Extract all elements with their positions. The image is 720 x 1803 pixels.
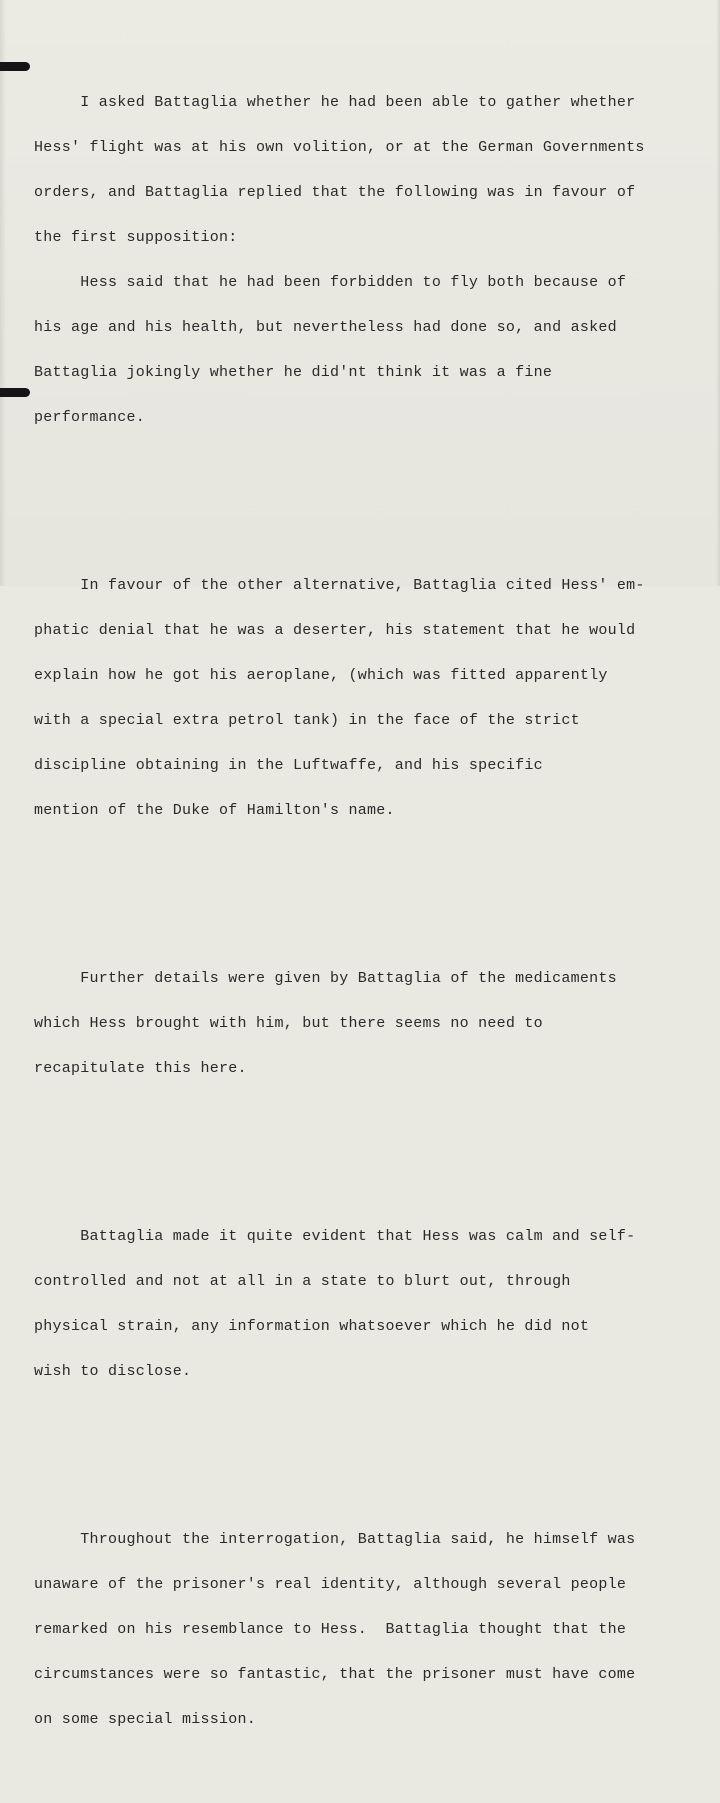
text-line: the first supposition:: [34, 229, 238, 246]
text-line: Throughout the interrogation, Battaglia said, he himself was: [34, 1531, 636, 1548]
paragraph-gap: [34, 485, 718, 503]
binder-hole-bottom: [0, 388, 30, 397]
text-line: remarked on his resemblance to Hess. Battaglia thought that the: [34, 1621, 627, 1638]
paragraph-gap: [34, 1439, 718, 1457]
text-line: Hess' flight was at his own volition, or at the German Governments: [34, 139, 645, 156]
paragraph-interrogation: [34, 1502, 718, 1757]
text-line: I asked Battaglia whether he had been able to gather whether: [34, 94, 636, 111]
text-line: with a special extra petrol tank) in the face of the strict: [34, 712, 580, 729]
text-line: circumstances were so fantastic, that the prisoner must have come: [34, 1666, 636, 1683]
text-line: which Hess brought with him, but there seems no need to: [34, 1015, 543, 1032]
paragraph-medicaments: [34, 941, 718, 1106]
paragraph-gap: [34, 878, 718, 896]
text-line: In favour of the other alternative, Battaglia cited Hess' em-: [34, 577, 645, 594]
text-line: mention of the Duke of Hamilton's name.: [34, 802, 395, 819]
text-line: wish to disclose.: [34, 1363, 192, 1380]
text-line: recapitulate this here.: [34, 1060, 247, 1077]
text-line: discipline obtaining in the Luftwaffe, and his specific: [34, 757, 543, 774]
binder-hole-top: [0, 62, 30, 71]
paragraph-calm-controlled: [34, 1199, 718, 1409]
text-line: Battaglia made it quite evident that Hess was calm and self-: [34, 1228, 636, 1245]
text-line: his age and his health, but nevertheless had done so, and asked: [34, 319, 617, 336]
text-line: unaware of the prisoner's real identity, although several people: [34, 1576, 627, 1593]
text-line: Further details were given by Battaglia of the medicaments: [34, 970, 617, 987]
paragraph-flight-volition: [34, 65, 718, 455]
text-line: explain how he got his aeroplane, (which was fitted apparently: [34, 667, 608, 684]
page-left-edge: [0, 0, 6, 586]
text-line: Hess said that he had been forbidden to fly both because of: [34, 274, 627, 291]
paragraph-gap: [34, 1136, 718, 1154]
text-line: Battaglia jokingly whether he did'nt think it was a fine: [34, 364, 553, 381]
text-line: controlled and not at all in a state to blurt out, through: [34, 1273, 571, 1290]
text-line: physical strain, any information whatsoever which he did not: [34, 1318, 590, 1335]
text-line: orders, and Battaglia replied that the following was in favour of: [34, 184, 636, 201]
typed-text-body: [34, 20, 718, 1802]
text-line: performance.: [34, 409, 146, 426]
text-line: on some special mission.: [34, 1711, 257, 1728]
paragraph-other-alternative: [34, 548, 718, 848]
text-line: phatic denial that he was a deserter, his statement that he would: [34, 622, 636, 639]
